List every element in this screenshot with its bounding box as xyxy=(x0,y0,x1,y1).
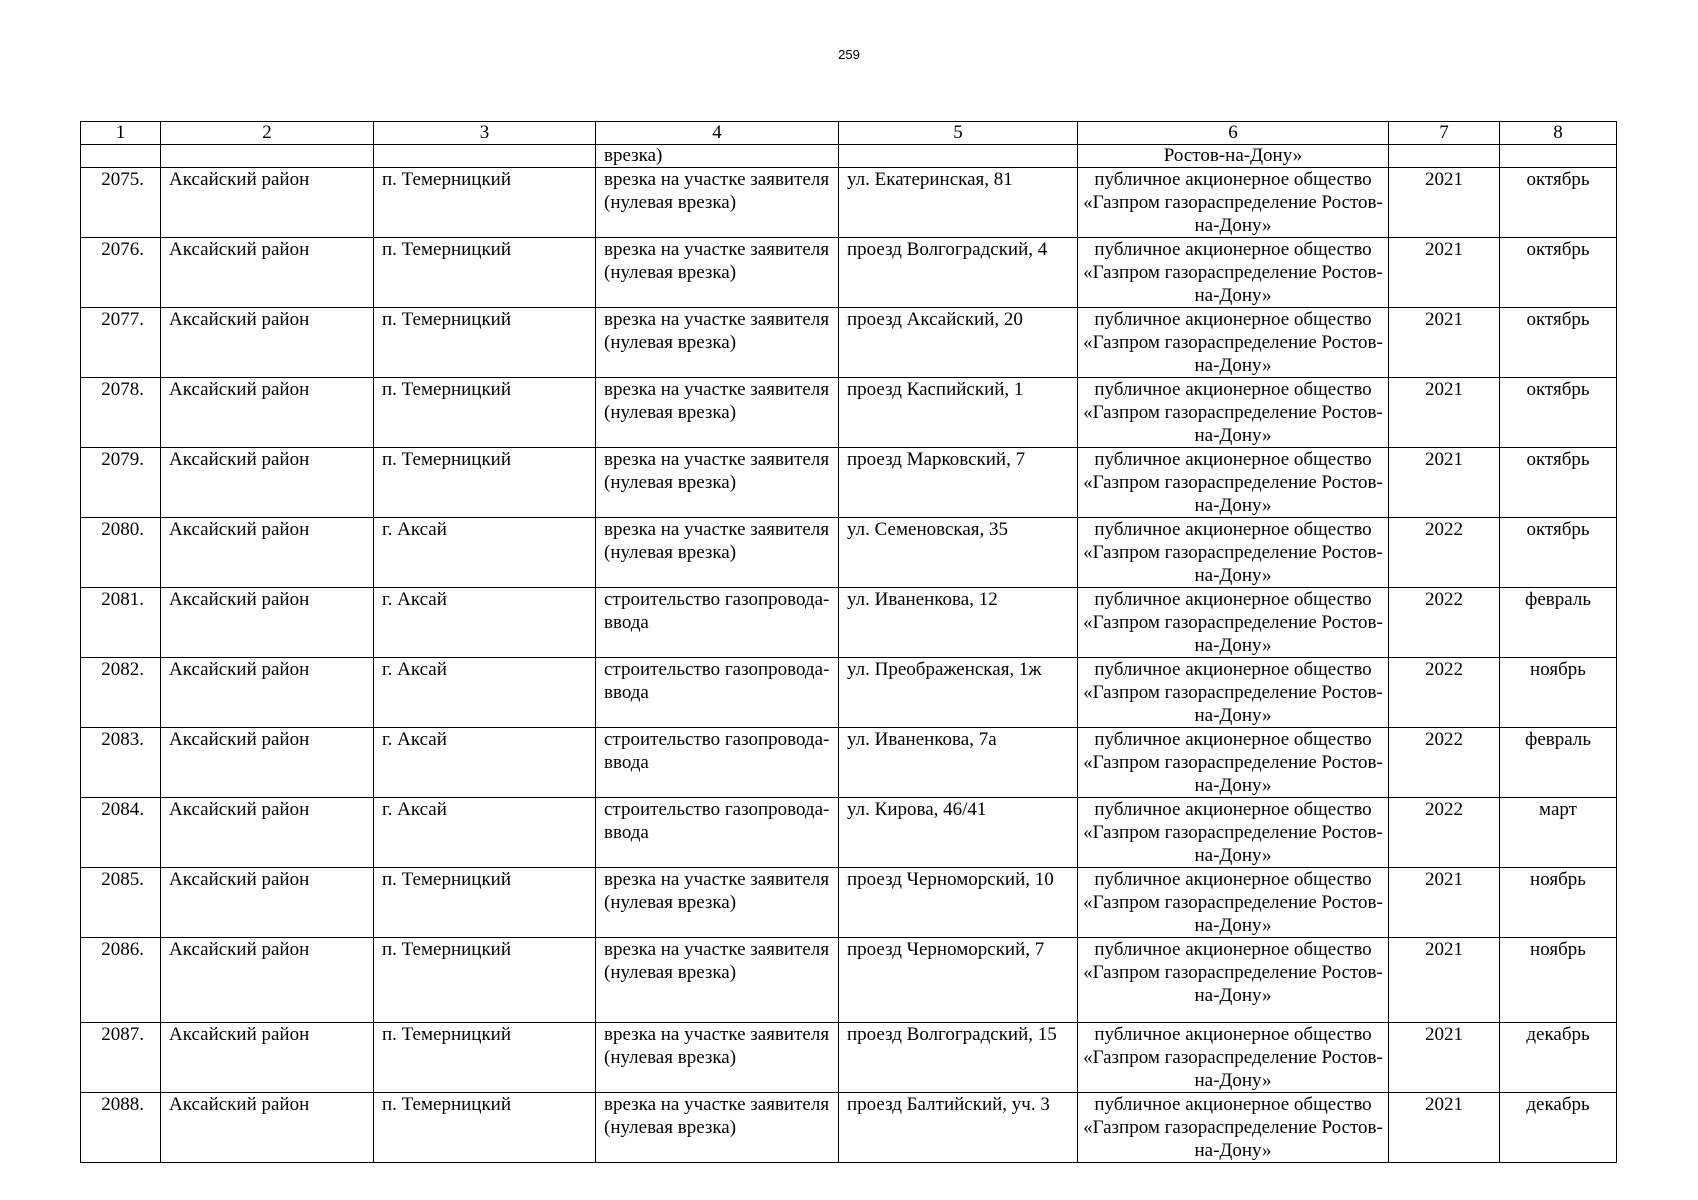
district-cell: Аксайский район xyxy=(161,448,374,518)
year-cell: 2021 xyxy=(1389,938,1500,1023)
organization-cell: публичное акционерное общество «Газпром газораспределение Ростов-на-Дону» xyxy=(1078,868,1389,938)
year-cell: 2022 xyxy=(1389,588,1500,658)
table-row xyxy=(81,378,1617,448)
year-cell: 2022 xyxy=(1389,518,1500,588)
table-cell xyxy=(839,145,1078,168)
district-cell: Аксайский район xyxy=(161,378,374,448)
row-number-cell: 2086. xyxy=(81,938,161,1023)
month-cell: февраль xyxy=(1500,588,1617,658)
month-cell: октябрь xyxy=(1500,308,1617,378)
row-number-cell: 2076. xyxy=(81,238,161,308)
organization-cell: публичное акционерное общество «Газпром газораспределение Ростов-на-Дону» xyxy=(1078,728,1389,798)
column-header: 7 xyxy=(1389,122,1500,145)
table-row xyxy=(81,728,1617,798)
locality-cell: п. Темерницкий xyxy=(374,1023,596,1093)
locality-cell: п. Темерницкий xyxy=(374,238,596,308)
table-row xyxy=(81,168,1617,238)
organization-cell: публичное акционерное общество «Газпром газораспределение Ростов-на-Дону» xyxy=(1078,1023,1389,1093)
locality-cell: п. Темерницкий xyxy=(374,938,596,1023)
row-number-cell: 2085. xyxy=(81,868,161,938)
organization-cell: публичное акционерное общество «Газпром газораспределение Ростов-на-Дону» xyxy=(1078,518,1389,588)
district-cell: Аксайский район xyxy=(161,308,374,378)
work-type-cell: строительство газопровода-ввода xyxy=(596,588,839,658)
column-header: 1 xyxy=(81,122,161,145)
row-number-cell: 2080. xyxy=(81,518,161,588)
organization-cell: публичное акционерное общество «Газпром газораспределение Ростов-на-Дону» xyxy=(1078,448,1389,518)
work-type-cell: врезка на участке заявителя (нулевая врезка) xyxy=(596,518,839,588)
row-number-cell: 2077. xyxy=(81,308,161,378)
district-cell: Аксайский район xyxy=(161,938,374,1023)
address-cell: проезд Волгоградский, 4 xyxy=(839,238,1078,308)
district-cell: Аксайский район xyxy=(161,238,374,308)
work-type-cell: строительство газопровода-ввода xyxy=(596,798,839,868)
table-cell xyxy=(1500,145,1617,168)
district-cell: Аксайский район xyxy=(161,798,374,868)
district-cell: Аксайский район xyxy=(161,168,374,238)
year-cell: 2021 xyxy=(1389,448,1500,518)
locality-cell: п. Темерницкий xyxy=(374,378,596,448)
table-cell xyxy=(1389,145,1500,168)
work-type-cell: врезка на участке заявителя (нулевая врезка) xyxy=(596,378,839,448)
row-number-cell: 2084. xyxy=(81,798,161,868)
table-row xyxy=(81,868,1617,938)
locality-cell: п. Темерницкий xyxy=(374,308,596,378)
month-cell: октябрь xyxy=(1500,238,1617,308)
address-cell: проезд Черноморский, 10 xyxy=(839,868,1078,938)
month-cell: ноябрь xyxy=(1500,658,1617,728)
address-cell: ул. Иваненкова, 12 xyxy=(839,588,1078,658)
month-cell: ноябрь xyxy=(1500,868,1617,938)
district-cell: Аксайский район xyxy=(161,658,374,728)
table-cell xyxy=(374,145,596,168)
address-cell: ул. Иваненкова, 7а xyxy=(839,728,1078,798)
year-cell: 2022 xyxy=(1389,658,1500,728)
month-cell: февраль xyxy=(1500,728,1617,798)
locality-cell: г. Аксай xyxy=(374,518,596,588)
locality-cell: п. Темерницкий xyxy=(374,168,596,238)
table-row xyxy=(81,798,1617,868)
organization-cell: публичное акционерное общество «Газпром газораспределение Ростов-на-Дону» xyxy=(1078,308,1389,378)
month-cell: декабрь xyxy=(1500,1093,1617,1163)
organization-cell: публичное акционерное общество «Газпром газораспределение Ростов-на-Дону» xyxy=(1078,588,1389,658)
year-cell: 2022 xyxy=(1389,728,1500,798)
month-cell: октябрь xyxy=(1500,448,1617,518)
address-cell: проезд Каспийский, 1 xyxy=(839,378,1078,448)
organization-cell: публичное акционерное общество «Газпром газораспределение Ростов-на-Дону» xyxy=(1078,168,1389,238)
month-cell: ноябрь xyxy=(1500,938,1617,1023)
table-row xyxy=(81,1093,1617,1163)
row-number-cell: 2079. xyxy=(81,448,161,518)
month-cell: декабрь xyxy=(1500,1023,1617,1093)
year-cell: 2021 xyxy=(1389,378,1500,448)
address-cell: проезд Черноморский, 7 xyxy=(839,938,1078,1023)
month-cell: октябрь xyxy=(1500,168,1617,238)
work-type-cell: врезка на участке заявителя (нулевая врезка) xyxy=(596,938,839,1023)
table-row xyxy=(81,518,1617,588)
district-cell: Аксайский район xyxy=(161,518,374,588)
table-cell: врезка) xyxy=(596,145,839,168)
organization-cell: публичное акционерное общество «Газпром газораспределение Ростов-на-Дону» xyxy=(1078,378,1389,448)
month-cell: октябрь xyxy=(1500,378,1617,448)
year-cell: 2022 xyxy=(1389,798,1500,868)
table-cell xyxy=(161,145,374,168)
locality-cell: п. Темерницкий xyxy=(374,1093,596,1163)
year-cell: 2021 xyxy=(1389,868,1500,938)
organization-cell: публичное акционерное общество «Газпром газораспределение Ростов-на-Дону» xyxy=(1078,798,1389,868)
locality-cell: г. Аксай xyxy=(374,588,596,658)
work-type-cell: строительство газопровода-ввода xyxy=(596,728,839,798)
column-header-row xyxy=(81,122,1617,145)
work-type-cell: врезка на участке заявителя (нулевая врезка) xyxy=(596,238,839,308)
organization-cell: публичное акционерное общество «Газпром газораспределение Ростов-на-Дону» xyxy=(1078,938,1389,1023)
year-cell: 2021 xyxy=(1389,168,1500,238)
year-cell: 2021 xyxy=(1389,238,1500,308)
address-cell: ул. Преображенская, 1ж xyxy=(839,658,1078,728)
row-number-cell: 2075. xyxy=(81,168,161,238)
month-cell: март xyxy=(1500,798,1617,868)
column-header: 8 xyxy=(1500,122,1617,145)
district-cell: Аксайский район xyxy=(161,1093,374,1163)
table-row xyxy=(81,1023,1617,1093)
organization-cell: публичное акционерное общество «Газпром газораспределение Ростов-на-Дону» xyxy=(1078,658,1389,728)
year-cell: 2021 xyxy=(1389,1023,1500,1093)
district-cell: Аксайский район xyxy=(161,588,374,658)
locality-cell: г. Аксай xyxy=(374,798,596,868)
locality-cell: г. Аксай xyxy=(374,658,596,728)
column-header: 3 xyxy=(374,122,596,145)
row-number-cell: 2082. xyxy=(81,658,161,728)
locality-cell: п. Темерницкий xyxy=(374,448,596,518)
continuation-row xyxy=(81,145,1617,168)
table-row xyxy=(81,938,1617,1023)
district-cell: Аксайский район xyxy=(161,1023,374,1093)
month-cell: октябрь xyxy=(1500,518,1617,588)
work-type-cell: врезка на участке заявителя (нулевая врезка) xyxy=(596,1093,839,1163)
column-header: 2 xyxy=(161,122,374,145)
work-type-cell: строительство газопровода-ввода xyxy=(596,658,839,728)
district-cell: Аксайский район xyxy=(161,728,374,798)
row-number-cell: 2083. xyxy=(81,728,161,798)
table-row xyxy=(81,238,1617,308)
row-number-cell: 2078. xyxy=(81,378,161,448)
page-number: 259 xyxy=(838,47,860,62)
address-cell: проезд Марковский, 7 xyxy=(839,448,1078,518)
column-header: 5 xyxy=(839,122,1078,145)
address-cell: ул. Екатеринская, 81 xyxy=(839,168,1078,238)
data-table xyxy=(80,121,1617,1163)
row-number-cell: 2088. xyxy=(81,1093,161,1163)
work-type-cell: врезка на участке заявителя (нулевая врезка) xyxy=(596,868,839,938)
organization-cell: публичное акционерное общество «Газпром газораспределение Ростов-на-Дону» xyxy=(1078,1093,1389,1163)
table-row xyxy=(81,658,1617,728)
address-cell: ул. Кирова, 46/41 xyxy=(839,798,1078,868)
table-row xyxy=(81,308,1617,378)
address-cell: ул. Семеновская, 35 xyxy=(839,518,1078,588)
locality-cell: п. Темерницкий xyxy=(374,868,596,938)
table-row xyxy=(81,588,1617,658)
work-type-cell: врезка на участке заявителя (нулевая врезка) xyxy=(596,448,839,518)
year-cell: 2021 xyxy=(1389,1093,1500,1163)
row-number-cell: 2081. xyxy=(81,588,161,658)
work-type-cell: врезка на участке заявителя (нулевая врезка) xyxy=(596,168,839,238)
address-cell: проезд Балтийский, уч. 3 xyxy=(839,1093,1078,1163)
address-cell: проезд Волгоградский, 15 xyxy=(839,1023,1078,1093)
organization-cell: публичное акционерное общество «Газпром газораспределение Ростов-на-Дону» xyxy=(1078,238,1389,308)
row-number-cell: 2087. xyxy=(81,1023,161,1093)
table-cell: Ростов-на-Дону» xyxy=(1078,145,1389,168)
address-cell: проезд Аксайский, 20 xyxy=(839,308,1078,378)
column-header: 4 xyxy=(596,122,839,145)
locality-cell: г. Аксай xyxy=(374,728,596,798)
table-row xyxy=(81,448,1617,518)
work-type-cell: врезка на участке заявителя (нулевая врезка) xyxy=(596,1023,839,1093)
table-cell xyxy=(81,145,161,168)
year-cell: 2021 xyxy=(1389,308,1500,378)
district-cell: Аксайский район xyxy=(161,868,374,938)
column-header: 6 xyxy=(1078,122,1389,145)
work-type-cell: врезка на участке заявителя (нулевая врезка) xyxy=(596,308,839,378)
